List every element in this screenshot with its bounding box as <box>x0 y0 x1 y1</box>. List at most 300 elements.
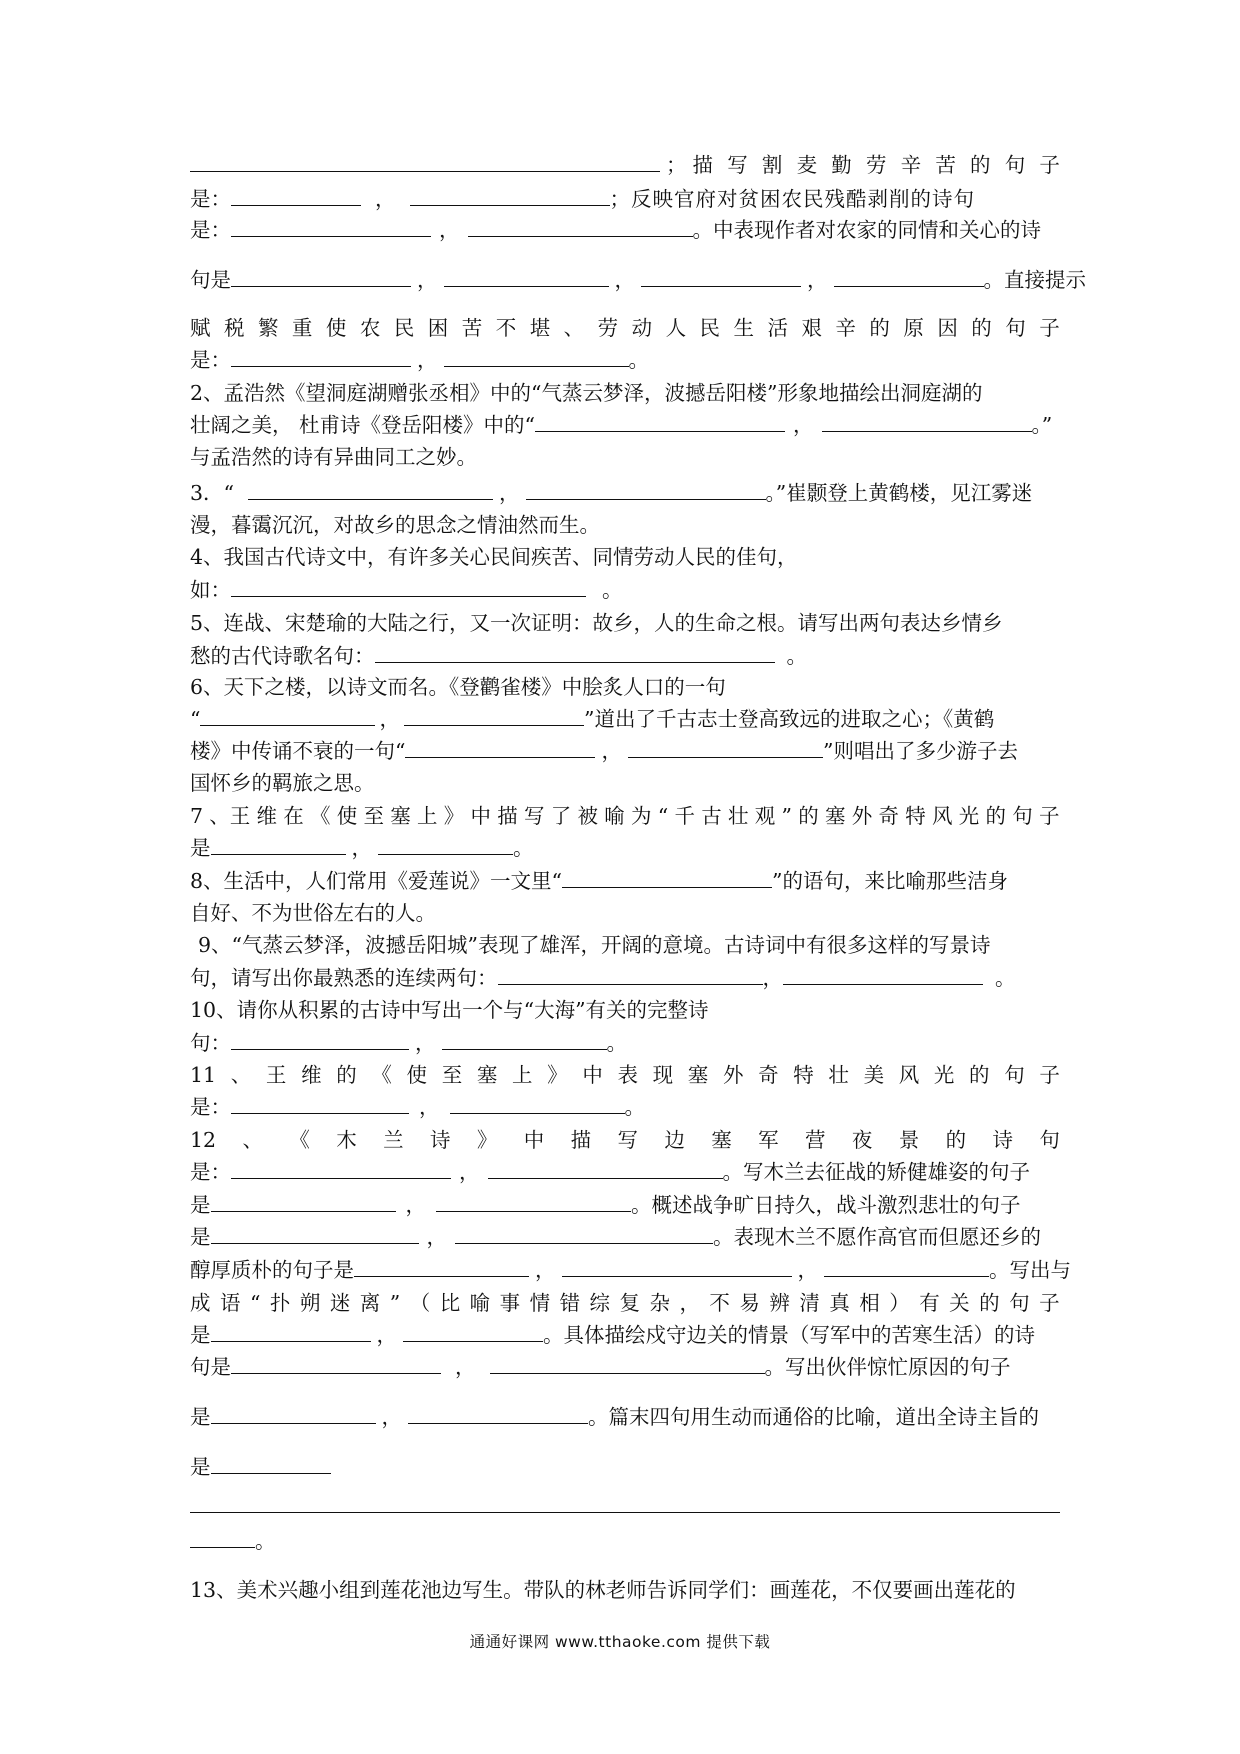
text: 是： <box>190 1095 231 1119</box>
answer-blank[interactable] <box>535 410 785 432</box>
text-glyph: 的 <box>869 316 890 340</box>
answer-blank[interactable] <box>410 184 610 206</box>
text-glyph: 喻 <box>469 1291 491 1315</box>
text-glyph: 错 <box>559 1291 581 1315</box>
text: 如： <box>190 578 231 602</box>
text-glyph: 的 <box>969 1063 990 1087</box>
line-41: 13、美术兴趣小组到莲花池边写生。带队的林老师告诉同学们：画莲花，不仅要画出莲花的 <box>190 1578 1016 1602</box>
text-glyph: 子 <box>1039 1063 1060 1087</box>
text-glyph: 的 <box>336 1063 357 1087</box>
punct: ， <box>455 1355 476 1379</box>
text-glyph: 光 <box>958 804 980 828</box>
text: 是 <box>190 836 211 860</box>
answer-blank[interactable] <box>211 1222 419 1244</box>
text: 。中表现作者对农家的同情和关心的诗 <box>692 218 1041 242</box>
answer-blank[interactable] <box>405 736 595 758</box>
text-glyph: 军 <box>758 1128 779 1152</box>
text-glyph: 不 <box>709 1291 730 1315</box>
punct: 。 <box>624 1095 645 1119</box>
text-glyph: 》 <box>476 1128 498 1152</box>
text-glyph: 迷 <box>329 1291 351 1315</box>
text-glyph: 11 <box>190 1063 217 1087</box>
text-glyph: 、王 <box>209 804 251 828</box>
text-glyph: 》 <box>547 1063 568 1087</box>
answer-blank[interactable] <box>641 265 801 287</box>
answer-blank[interactable] <box>498 963 763 985</box>
text-glyph: 为 <box>631 804 652 828</box>
answer-blank[interactable] <box>442 1028 607 1050</box>
punct: 。” <box>1031 413 1053 437</box>
line-31 <box>190 1157 1060 1187</box>
text: 。概述战争旷日持久，战斗激烈悲壮的句子 <box>631 1193 1021 1217</box>
text-glyph: 维 <box>301 1063 322 1087</box>
line-19: 国怀乡的羁旅之思。 <box>190 771 375 795</box>
line-17 <box>190 704 1060 734</box>
text-glyph: 营 <box>804 1128 826 1152</box>
answer-blank[interactable] <box>404 704 584 726</box>
line-15 <box>190 641 1060 671</box>
text-glyph: 外 <box>851 804 873 828</box>
text-glyph: 至 <box>441 1063 463 1087</box>
answer-blank[interactable] <box>190 150 660 172</box>
text: 楼》中传诵不衰的一句“ <box>190 739 406 763</box>
text-glyph: 写 <box>617 1128 638 1152</box>
text-glyph: 上 <box>417 804 438 828</box>
answer-blank[interactable] <box>468 215 693 237</box>
text-glyph: 动 <box>631 316 653 340</box>
answer-blank[interactable] <box>231 265 411 287</box>
text-glyph: 古 <box>701 804 722 828</box>
text-glyph: 子 <box>1039 1291 1060 1315</box>
text-glyph: 夜 <box>851 1128 873 1152</box>
text-glyph: 诗 <box>992 1128 1013 1152</box>
text-glyph: 勤 <box>831 153 852 177</box>
text-glyph: 活 <box>767 316 788 340</box>
text-glyph: 王 <box>265 1063 287 1087</box>
answer-blank[interactable] <box>375 641 775 663</box>
line-20 <box>190 801 1060 831</box>
text-glyph: 清 <box>799 1291 820 1315</box>
punct: ， <box>419 1095 440 1119</box>
answer-blank[interactable] <box>403 1320 543 1342</box>
line-36 <box>190 1320 1060 1350</box>
line-23: 自好、不为世俗左右的人。 <box>190 901 436 925</box>
line-30 <box>190 1125 1060 1155</box>
line-38 <box>190 1402 1060 1432</box>
answer-blank[interactable] <box>231 1028 409 1050</box>
line-01 <box>190 150 1060 180</box>
text-glyph: 的 <box>979 1291 1000 1315</box>
answer-blank[interactable] <box>231 345 411 367</box>
text: 是 <box>190 1455 211 1479</box>
answer-blank[interactable] <box>378 833 513 855</box>
text-glyph: 表 <box>617 1063 638 1087</box>
text-glyph: 劳 <box>597 316 619 340</box>
text-glyph: “ <box>657 804 669 828</box>
text-glyph: 朔 <box>299 1291 321 1315</box>
line-34 <box>190 1255 1071 1285</box>
line-13 <box>190 575 1060 605</box>
answer-blank[interactable] <box>783 963 983 985</box>
text-glyph: “ <box>249 1291 261 1315</box>
answer-blank[interactable] <box>211 833 346 855</box>
text-glyph: 辛 <box>900 153 922 177</box>
line-10 <box>190 478 1060 508</box>
punct: 。 <box>602 578 623 602</box>
line-29 <box>190 1092 1060 1122</box>
punct: ， <box>439 218 460 242</box>
text-glyph: 句 <box>1009 1291 1030 1315</box>
text-glyph: 税 <box>223 316 245 340</box>
text-glyph: 重 <box>291 316 313 340</box>
punct: ， <box>499 481 520 505</box>
answer-blank[interactable] <box>211 1320 371 1342</box>
text-glyph: 写 <box>727 153 748 177</box>
text-glyph: 有 <box>919 1291 940 1315</box>
text-glyph: 了 <box>550 804 572 828</box>
answer-blank[interactable] <box>455 1222 713 1244</box>
text-glyph: 中 <box>470 804 492 828</box>
text-glyph: 原 <box>903 316 924 340</box>
text-glyph: 壮 <box>728 804 749 828</box>
text: 句，请写出你最熟悉的连续两句： <box>190 966 498 990</box>
text: “ <box>190 707 201 731</box>
text: 。”崔颢登上黄鹤楼，见江雾迷 <box>765 481 1033 505</box>
justified-text <box>693 150 1061 180</box>
text-glyph: 景 <box>898 1128 920 1152</box>
text: 。直接提示 <box>983 268 1086 292</box>
text-glyph: 光 <box>933 1063 955 1087</box>
text-glyph: 离 <box>359 1291 381 1315</box>
text: 愁的古代诗歌名句： <box>190 644 375 668</box>
punct: 。 <box>255 1529 276 1553</box>
line-27 <box>190 1028 1060 1058</box>
line-06 <box>190 345 1060 375</box>
answer-blank[interactable] <box>200 704 375 726</box>
text-glyph: 中 <box>582 1063 603 1087</box>
text-glyph: 赋 <box>190 316 211 340</box>
text-glyph: ” <box>781 804 793 828</box>
text: ”道出了千古志士登高致远的进取之心；《黄鹤 <box>583 707 995 731</box>
text-glyph: 易 <box>739 1291 760 1315</box>
text-glyph: 因 <box>937 316 958 340</box>
answer-blank[interactable] <box>824 1255 989 1277</box>
text-glyph: 苦 <box>461 316 483 340</box>
text-glyph: 特 <box>793 1063 814 1087</box>
answer-blank[interactable] <box>231 575 586 597</box>
answer-blank[interactable] <box>822 410 1032 432</box>
answer-blank[interactable] <box>248 478 493 500</box>
text-glyph: 木 <box>336 1128 357 1152</box>
text-glyph: 生 <box>733 316 754 340</box>
page-footer: 通通好课网 www.tthaoke.com 提供下载 <box>469 1633 771 1651</box>
text-glyph: 外 <box>722 1063 744 1087</box>
text-glyph: 繁 <box>257 316 279 340</box>
punct: ， <box>807 268 828 292</box>
line-18 <box>190 736 1060 766</box>
text-glyph: 扑 <box>269 1291 291 1315</box>
punct: ， <box>375 187 396 211</box>
text-glyph: 12 <box>190 1128 217 1152</box>
punct: ， <box>379 707 400 731</box>
punct: ， <box>426 1225 447 1249</box>
punct: 。 <box>786 644 807 668</box>
text-glyph: 民 <box>699 316 721 340</box>
text-glyph: 诗 <box>429 1128 451 1152</box>
text-glyph: 边 <box>664 1128 685 1152</box>
text-glyph: 、 <box>242 1128 263 1152</box>
text: ”则唱出了多少游子去 <box>822 739 1018 763</box>
text: ；反映官府对贫困农民残酷剥削的诗句 <box>609 187 975 211</box>
text: 是： <box>190 1160 231 1184</box>
text: 是 <box>190 1405 211 1429</box>
text-glyph: 苦 <box>935 153 956 177</box>
answer-blank[interactable] <box>408 1402 588 1424</box>
text-glyph: 描 <box>497 804 518 828</box>
answer-blank[interactable] <box>562 866 772 888</box>
punct: ， <box>381 1405 402 1429</box>
text-glyph: 塞 <box>825 804 846 828</box>
line-16: 6、天下之楼，以诗文而名。《登鹳雀楼》中脍炙人口的一句 <box>190 675 726 699</box>
text-glyph: 子 <box>1039 153 1060 177</box>
text: 是 <box>190 1193 211 1217</box>
punct: ； <box>666 153 687 177</box>
text-glyph: 《 <box>371 1063 392 1087</box>
line-33 <box>190 1222 1060 1252</box>
text-glyph: 喻 <box>604 804 625 828</box>
text-glyph: 成 <box>190 1291 211 1315</box>
text: 是： <box>190 348 231 372</box>
text-glyph: 综 <box>589 1291 611 1315</box>
punct: ， <box>614 268 635 292</box>
text-glyph: 风 <box>932 804 953 828</box>
text-glyph: 特 <box>905 804 926 828</box>
text: 句： <box>190 1031 231 1055</box>
text-glyph: 使 <box>325 316 347 340</box>
text-glyph: 使 <box>336 804 358 828</box>
text-glyph: 麦 <box>796 153 818 177</box>
punct: 。 <box>995 966 1016 990</box>
text-glyph: 在 <box>283 804 304 828</box>
line-22 <box>190 866 1060 896</box>
text-glyph: 写 <box>524 804 545 828</box>
text-glyph: 相 <box>859 1291 880 1315</box>
text-glyph: 堪 <box>529 316 551 340</box>
text-glyph: 句 <box>1004 153 1026 177</box>
text-glyph: 割 <box>761 153 783 177</box>
text: 。表现木兰不愿作高官而但愿还乡的 <box>713 1225 1041 1249</box>
line-04 <box>190 265 1086 295</box>
text-glyph: 句 <box>1012 804 1033 828</box>
punct: ， <box>601 739 622 763</box>
text-glyph: 塞 <box>476 1063 498 1087</box>
text-glyph: 的 <box>971 316 992 340</box>
text-glyph: 中 <box>523 1128 545 1152</box>
text-glyph: 塞 <box>711 1128 732 1152</box>
text-glyph: 的 <box>985 804 1007 828</box>
punct: ， <box>797 1258 818 1282</box>
text: 壮阔之美， 杜甫诗《登岳阳楼》中的“ <box>190 413 535 437</box>
text-glyph: 语 <box>219 1291 241 1315</box>
text: 8、生活中，人们常用《爱莲说》一文里“ <box>190 869 563 893</box>
text-glyph: 壮 <box>828 1063 849 1087</box>
line-11: 漫，暮霭沉沉，对故乡的思念之情油然而生。 <box>190 513 600 537</box>
answer-blank[interactable] <box>354 1255 529 1277</box>
text-glyph: 塞 <box>390 804 411 828</box>
answer-blank[interactable] <box>211 1190 396 1212</box>
text-glyph: 句 <box>1004 1063 1025 1087</box>
line-35 <box>190 1288 1060 1318</box>
answer-blank[interactable] <box>190 1526 255 1548</box>
answer-blank[interactable] <box>231 1352 441 1374</box>
line-07: 2、孟浩然《望洞庭湖赠张丞相》中的“气蒸云梦泽，波撼岳阳楼”形象地描绘出洞庭湖的 <box>190 381 983 405</box>
answer-blank[interactable] <box>231 215 431 237</box>
line-14: 5、连战、宋楚瑜的大陆之行，又一次证明：故乡，人的生命之根。请写出两句表达乡情乡 <box>190 611 1003 635</box>
text-glyph: 句 <box>1005 316 1026 340</box>
text-glyph: 塞 <box>687 1063 709 1087</box>
line-12: 4、我国古代诗文中，有许多关心民间疾苦、同情劳动人民的佳句， <box>190 545 798 569</box>
text: 是： <box>190 218 231 242</box>
punct: ， <box>376 1323 397 1347</box>
text-glyph: ， <box>679 1291 700 1315</box>
answer-blank[interactable] <box>211 1402 376 1424</box>
line-28 <box>190 1060 1060 1090</box>
text: 是 <box>190 1323 211 1347</box>
text-glyph: 比 <box>439 1291 461 1315</box>
text-glyph: 千 <box>674 804 696 828</box>
text-glyph: 奇 <box>758 1063 779 1087</box>
answer-blank[interactable] <box>488 1157 723 1179</box>
line-21 <box>190 833 1060 863</box>
text-glyph: 描 <box>570 1128 592 1152</box>
text: 。写出与 <box>989 1258 1071 1282</box>
punct: ， <box>417 268 438 292</box>
punct: 。 <box>628 348 649 372</box>
text: 。篇末四句用生动而通俗的比喻，道出全诗主旨的 <box>588 1405 1039 1429</box>
text: 醇厚质朴的句子是 <box>190 1258 354 1282</box>
answer-blank[interactable] <box>450 1092 625 1114</box>
line-24: 9、“气蒸云梦泽，波撼岳阳城”表现了雄浑，开阔的意境。古诗词中有很多这样的写景诗 <box>198 933 991 957</box>
text-glyph: 》 <box>443 804 465 828</box>
punct: ， <box>351 836 372 860</box>
answer-blank[interactable] <box>231 1157 451 1179</box>
text: 是 <box>190 1225 211 1249</box>
answer-blank[interactable] <box>628 736 823 758</box>
answer-blank[interactable] <box>526 478 766 500</box>
answer-rule-long[interactable] <box>190 1512 1060 1513</box>
text-glyph: 关 <box>949 1291 970 1315</box>
text-glyph: 、 <box>230 1063 252 1087</box>
answer-blank[interactable] <box>436 1190 631 1212</box>
text-glyph: 句 <box>1039 1128 1060 1152</box>
text-glyph: 困 <box>427 316 449 340</box>
answer-blank[interactable] <box>490 1352 765 1374</box>
line-26: 10、请你从积累的古诗中写出一个与“大海”有关的完整诗 <box>190 998 709 1022</box>
text: 是： <box>190 187 231 211</box>
answer-blank[interactable] <box>834 265 984 287</box>
answer-blank[interactable] <box>211 1452 331 1474</box>
text-glyph: 事 <box>499 1291 521 1315</box>
line-39 <box>190 1452 1060 1482</box>
text-glyph: 的 <box>798 804 819 828</box>
text-glyph: 复 <box>619 1291 640 1315</box>
text-glyph: 子 <box>1039 804 1060 828</box>
punct: ， <box>459 1160 480 1184</box>
punct: ， <box>793 413 814 437</box>
text-glyph: 兰 <box>383 1128 404 1152</box>
text-glyph: 杂 <box>649 1291 670 1315</box>
text-glyph: 维 <box>256 804 278 828</box>
text-glyph: 的 <box>945 1128 967 1152</box>
text-glyph: 风 <box>898 1063 920 1087</box>
text-glyph: 子 <box>1039 316 1060 340</box>
line-05 <box>190 313 1060 343</box>
punct: ， <box>535 1258 556 1282</box>
text-glyph: 《 <box>310 804 331 828</box>
line-03 <box>190 215 1060 245</box>
punct: 。 <box>513 836 534 860</box>
punct: ， <box>415 1031 436 1055</box>
punct: 。 <box>606 1031 627 1055</box>
text-glyph: （ <box>409 1291 431 1315</box>
line-09: 与孟浩然的诗有异曲同工之妙。 <box>190 445 477 469</box>
text-glyph: 《 <box>289 1128 310 1152</box>
text-glyph: 奇 <box>878 804 900 828</box>
text-glyph: 至 <box>363 804 385 828</box>
text: 句是 <box>190 268 231 292</box>
text-glyph: 人 <box>665 316 687 340</box>
punct: ， <box>405 1193 426 1217</box>
text-glyph: 现 <box>652 1063 674 1087</box>
line-40 <box>190 1526 1060 1556</box>
text: 。具体描绘戍守边关的情景（写军中的苦寒生活）的诗 <box>543 1323 1035 1347</box>
text-glyph: 不 <box>495 316 517 340</box>
text-glyph: 辨 <box>769 1291 790 1315</box>
punct: ， <box>417 348 438 372</box>
text-glyph: ” <box>389 1291 401 1315</box>
text-glyph: 被 <box>577 804 599 828</box>
answer-blank[interactable] <box>444 265 609 287</box>
text: 。写出伙伴惊忙原因的句子 <box>764 1355 1011 1379</box>
text-glyph: 的 <box>970 153 991 177</box>
text-glyph: 真 <box>829 1291 850 1315</box>
text: 3．“ <box>190 481 235 505</box>
line-32 <box>190 1190 1060 1220</box>
line-25 <box>190 963 1060 993</box>
text: ”的语句，来比喻那些洁身 <box>772 869 1009 893</box>
text-glyph: 观 <box>754 804 776 828</box>
answer-blank[interactable] <box>562 1255 792 1277</box>
text-glyph: 7 <box>190 804 204 828</box>
text-glyph: 美 <box>863 1063 885 1087</box>
text-glyph: 艰 <box>801 316 822 340</box>
answer-blank[interactable] <box>231 184 361 206</box>
text: 句是 <box>190 1355 231 1379</box>
line-37 <box>190 1352 1060 1382</box>
text-glyph: 劳 <box>865 153 887 177</box>
text-glyph: 上 <box>512 1063 533 1087</box>
punct: ， <box>762 966 783 990</box>
text: 。写木兰去征战的矫健雄姿的句子 <box>722 1160 1030 1184</box>
answer-blank[interactable] <box>444 345 629 367</box>
text-glyph: ） <box>889 1291 910 1315</box>
text-glyph: 农 <box>359 316 381 340</box>
text-glyph: 描 <box>692 153 713 177</box>
line-08 <box>190 410 1060 440</box>
text-glyph: 使 <box>406 1063 428 1087</box>
answer-blank[interactable] <box>231 1092 409 1114</box>
text-glyph: 辛 <box>835 316 856 340</box>
